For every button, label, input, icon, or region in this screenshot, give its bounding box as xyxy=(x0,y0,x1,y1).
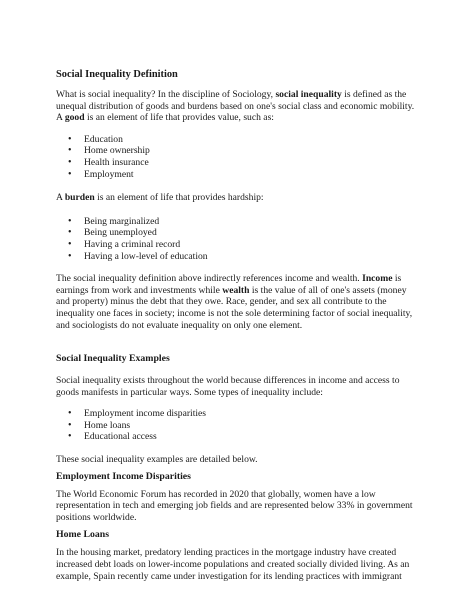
definition-text-1: The social inequality definition above indirectly references income and wealth. xyxy=(56,273,363,285)
burden-text-2: is an element of life that provides hardship: xyxy=(94,192,264,204)
term-good: good xyxy=(64,112,85,124)
home-loans-paragraph: In the housing market, predatory lending practices in the mortgage industry have created increased debt loads on lower-income populations and created socially divided living. As an example, Spain recently came under investigation for its lending practices with immigrant xyxy=(56,547,410,582)
burden-paragraph xyxy=(56,192,419,204)
definition-text-3: is the value of all of one's assets (money and property) minus the debt that they owe. Race, gender, and sex all contribute to the inequality one faces in society; income is not the sole determining factor of social inequality, and sociologists do not evaluate inequality on only one element. xyxy=(56,284,413,331)
list-item: • Health insurance xyxy=(56,157,419,169)
intro-paragraph xyxy=(56,89,419,124)
term-social-inequality: social inequality xyxy=(275,89,342,100)
burden-text-1: A xyxy=(56,192,65,204)
term-income: Income xyxy=(362,273,393,285)
intro-text-2: is defined as the unequal distribution of goods and burdens based on one's social class and economic mobility. A xyxy=(56,89,415,124)
goods-list xyxy=(56,134,419,180)
page-title: Social Inequality Definition xyxy=(56,69,178,80)
term-burden: burden xyxy=(64,192,95,204)
burdens-list xyxy=(56,216,419,262)
list-item: • Home ownership xyxy=(56,145,419,157)
examples-list xyxy=(56,408,419,443)
examples-heading: Social Inequality Examples xyxy=(56,353,170,365)
definition-paragraph xyxy=(56,273,419,331)
list-item: • Being marginalized xyxy=(56,216,419,228)
employment-heading: Employment Income Disparities xyxy=(56,470,191,482)
list-item: • Having a low-level of education xyxy=(56,251,419,263)
list-item: • Education xyxy=(56,134,419,146)
list-item: • Employment income disparities xyxy=(56,408,419,420)
list-item: • Employment xyxy=(56,169,419,181)
term-wealth: wealth xyxy=(222,284,250,296)
definition-text-2: is earnings from work and investments while xyxy=(56,273,402,296)
home-loans-heading: Home Loans xyxy=(56,529,110,541)
list-item: • Being unemployed xyxy=(56,227,419,239)
list-item: • Having a criminal record xyxy=(56,239,419,251)
list-item: • Educational access xyxy=(56,431,419,443)
intro-text-3: is an element of life that provides value, such as: xyxy=(84,112,274,124)
examples-intro: Social inequality exists throughout the world because differences in income and access to goods manifests in particular ways. Some types of inequality include: xyxy=(56,375,400,398)
examples-detail: These social inequality examples are detailed below. xyxy=(56,454,258,466)
list-item: • Home loans xyxy=(56,420,419,432)
employment-paragraph: The World Economic Forum has recorded in 2020 that globally, women have a low representation in tech and emerging job fields and are represented below 33% in government positions worldwide. xyxy=(56,488,413,523)
intro-text-1: What is social inequality? In the discipline of Sociology, xyxy=(56,89,276,100)
